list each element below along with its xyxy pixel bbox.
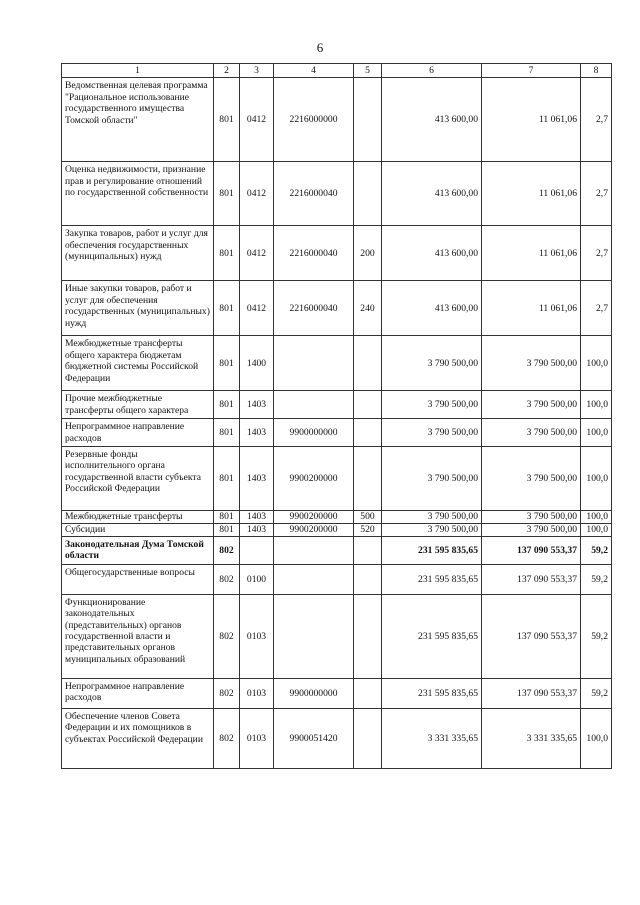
row-name: Прочие межбюджетные трансферты общего характера (62, 391, 214, 419)
row-actual: 11 061,06 (482, 226, 581, 281)
row-section: 0103 (240, 708, 274, 768)
row-percent: 59,2 (581, 594, 612, 678)
row-expense-type (354, 419, 382, 447)
row-expense-type (354, 447, 382, 511)
column-header: 2 (214, 64, 240, 78)
column-header: 6 (382, 64, 482, 78)
row-section: 0100 (240, 564, 274, 594)
row-expense-type (354, 336, 382, 391)
row-plan: 413 600,00 (382, 78, 482, 162)
row-target (274, 537, 354, 565)
table-row (62, 162, 612, 226)
row-actual: 3 790 500,00 (482, 336, 581, 391)
row-expense-type (354, 594, 382, 678)
row-target: 2216000040 (274, 162, 354, 226)
row-plan: 413 600,00 (382, 226, 482, 281)
row-section: 1403 (240, 447, 274, 511)
row-actual: 137 090 553,37 (482, 678, 581, 708)
row-section: 0103 (240, 678, 274, 708)
row-percent: 2,7 (581, 78, 612, 162)
row-section: 0412 (240, 162, 274, 226)
row-section: 0103 (240, 594, 274, 678)
table-row (62, 226, 612, 281)
row-percent: 100,0 (581, 391, 612, 419)
row-code: 801 (214, 419, 240, 447)
row-section: 0412 (240, 78, 274, 162)
row-expense-type (354, 391, 382, 419)
row-code: 801 (214, 336, 240, 391)
row-code: 801 (214, 226, 240, 281)
row-percent: 2,7 (581, 226, 612, 281)
table-row (62, 524, 612, 537)
row-plan: 3 790 500,00 (382, 419, 482, 447)
budget-table (61, 63, 612, 769)
row-actual: 11 061,06 (482, 78, 581, 162)
row-target: 2216000040 (274, 281, 354, 336)
row-section (240, 537, 274, 565)
row-name: Непрограммное направление расходов (62, 419, 214, 447)
row-expense-type (354, 537, 382, 565)
row-plan: 3 790 500,00 (382, 524, 482, 537)
row-actual: 3 790 500,00 (482, 524, 581, 537)
column-header: 7 (482, 64, 581, 78)
row-target: 9900200000 (274, 447, 354, 511)
table-row (62, 594, 612, 678)
row-actual: 137 090 553,37 (482, 564, 581, 594)
row-code: 801 (214, 447, 240, 511)
row-name: Функционирование законодательных (представительных) органов государственной власти и представительных органов муниципальных образований (62, 594, 214, 678)
row-percent: 100,0 (581, 419, 612, 447)
row-target: 2216000040 (274, 226, 354, 281)
row-target: 9900000000 (274, 678, 354, 708)
page-number: 6 (316, 40, 324, 55)
table-row (62, 447, 612, 511)
row-name: Ведомственная целевая программа "Рациональное использование государственного имущества Томской области" (62, 78, 214, 162)
column-header: 1 (62, 64, 214, 78)
table-row (62, 336, 612, 391)
column-header: 5 (354, 64, 382, 78)
row-expense-type (354, 78, 382, 162)
row-name: Субсидии (62, 524, 214, 537)
row-name: Обеспечение членов Совета Федерации и их помощников в субъектах Российской Федерации (62, 708, 214, 768)
row-target: 9900051420 (274, 708, 354, 768)
row-actual: 3 331 335,65 (482, 708, 581, 768)
row-name: Непрограммное направление расходов (62, 678, 214, 708)
row-section: 1403 (240, 524, 274, 537)
row-code: 802 (214, 537, 240, 565)
table-row (62, 391, 612, 419)
row-code: 801 (214, 391, 240, 419)
row-plan: 231 595 835,65 (382, 564, 482, 594)
row-percent: 2,7 (581, 162, 612, 226)
row-section: 0412 (240, 281, 274, 336)
table-row (62, 78, 612, 162)
row-actual: 11 061,06 (482, 162, 581, 226)
row-code: 802 (214, 678, 240, 708)
row-percent: 59,2 (581, 537, 612, 565)
row-name: Межбюджетные трансферты общего характера бюджетам бюджетной системы Российской Федерации (62, 336, 214, 391)
row-target: 9900200000 (274, 524, 354, 537)
row-plan: 3 790 500,00 (382, 391, 482, 419)
row-actual: 137 090 553,37 (482, 594, 581, 678)
column-header: 8 (581, 64, 612, 78)
table-row (62, 511, 612, 524)
row-actual: 11 061,06 (482, 281, 581, 336)
row-name: Оценка недвижимости, признание прав и регулирование отношений по государственной собственности (62, 162, 214, 226)
row-code: 801 (214, 511, 240, 524)
row-percent: 59,2 (581, 678, 612, 708)
row-actual: 3 790 500,00 (482, 391, 581, 419)
row-section: 1403 (240, 511, 274, 524)
row-code: 801 (214, 162, 240, 226)
row-name: Закупка товаров, работ и услуг для обеспечения государственных (муниципальных) нужд (62, 226, 214, 281)
row-percent: 100,0 (581, 511, 612, 524)
row-actual: 137 090 553,37 (482, 537, 581, 565)
row-code: 802 (214, 708, 240, 768)
row-target (274, 564, 354, 594)
row-target: 9900000000 (274, 419, 354, 447)
row-name: Общегосударственные вопросы (62, 564, 214, 594)
row-percent: 100,0 (581, 336, 612, 391)
row-name: Иные закупки товаров, работ и услуг для обеспечения государственных (муниципальных) нужд (62, 281, 214, 336)
row-name: Резервные фонды исполнительного органа государственной власти субъекта Российской Федерации (62, 447, 214, 511)
row-section: 1400 (240, 336, 274, 391)
row-percent: 2,7 (581, 281, 612, 336)
row-expense-type (354, 678, 382, 708)
row-code: 801 (214, 524, 240, 537)
row-percent: 100,0 (581, 524, 612, 537)
row-percent: 100,0 (581, 447, 612, 511)
row-plan: 231 595 835,65 (382, 678, 482, 708)
row-target: 2216000000 (274, 78, 354, 162)
row-expense-type: 520 (354, 524, 382, 537)
row-code: 801 (214, 281, 240, 336)
table-body (62, 78, 612, 768)
table-row (62, 708, 612, 768)
row-code: 802 (214, 564, 240, 594)
row-percent: 100,0 (581, 708, 612, 768)
row-target (274, 391, 354, 419)
row-plan: 3 331 335,65 (382, 708, 482, 768)
row-expense-type (354, 162, 382, 226)
row-name: Межбюджетные трансферты (62, 511, 214, 524)
row-actual: 3 790 500,00 (482, 419, 581, 447)
row-name: Законодательная Дума Томской области (62, 537, 214, 565)
row-plan: 231 595 835,65 (382, 594, 482, 678)
row-plan: 413 600,00 (382, 162, 482, 226)
table-row (62, 537, 612, 565)
row-percent: 59,2 (581, 564, 612, 594)
table-row (62, 419, 612, 447)
row-actual: 3 790 500,00 (482, 511, 581, 524)
row-section: 1403 (240, 419, 274, 447)
row-target (274, 594, 354, 678)
row-plan: 231 595 835,65 (382, 537, 482, 565)
row-section: 1403 (240, 391, 274, 419)
row-plan: 413 600,00 (382, 281, 482, 336)
row-expense-type (354, 708, 382, 768)
column-header: 4 (274, 64, 354, 78)
table-row (62, 564, 612, 594)
row-plan: 3 790 500,00 (382, 336, 482, 391)
row-plan: 3 790 500,00 (382, 447, 482, 511)
row-plan: 3 790 500,00 (382, 511, 482, 524)
row-actual: 3 790 500,00 (482, 447, 581, 511)
row-target (274, 336, 354, 391)
row-section: 0412 (240, 226, 274, 281)
row-code: 801 (214, 78, 240, 162)
column-header: 3 (240, 64, 274, 78)
row-target: 9900200000 (274, 511, 354, 524)
header-row (62, 64, 612, 78)
row-code: 802 (214, 594, 240, 678)
row-expense-type: 500 (354, 511, 382, 524)
row-expense-type (354, 564, 382, 594)
table-row (62, 281, 612, 336)
table-row (62, 678, 612, 708)
row-expense-type: 240 (354, 281, 382, 336)
row-expense-type: 200 (354, 226, 382, 281)
